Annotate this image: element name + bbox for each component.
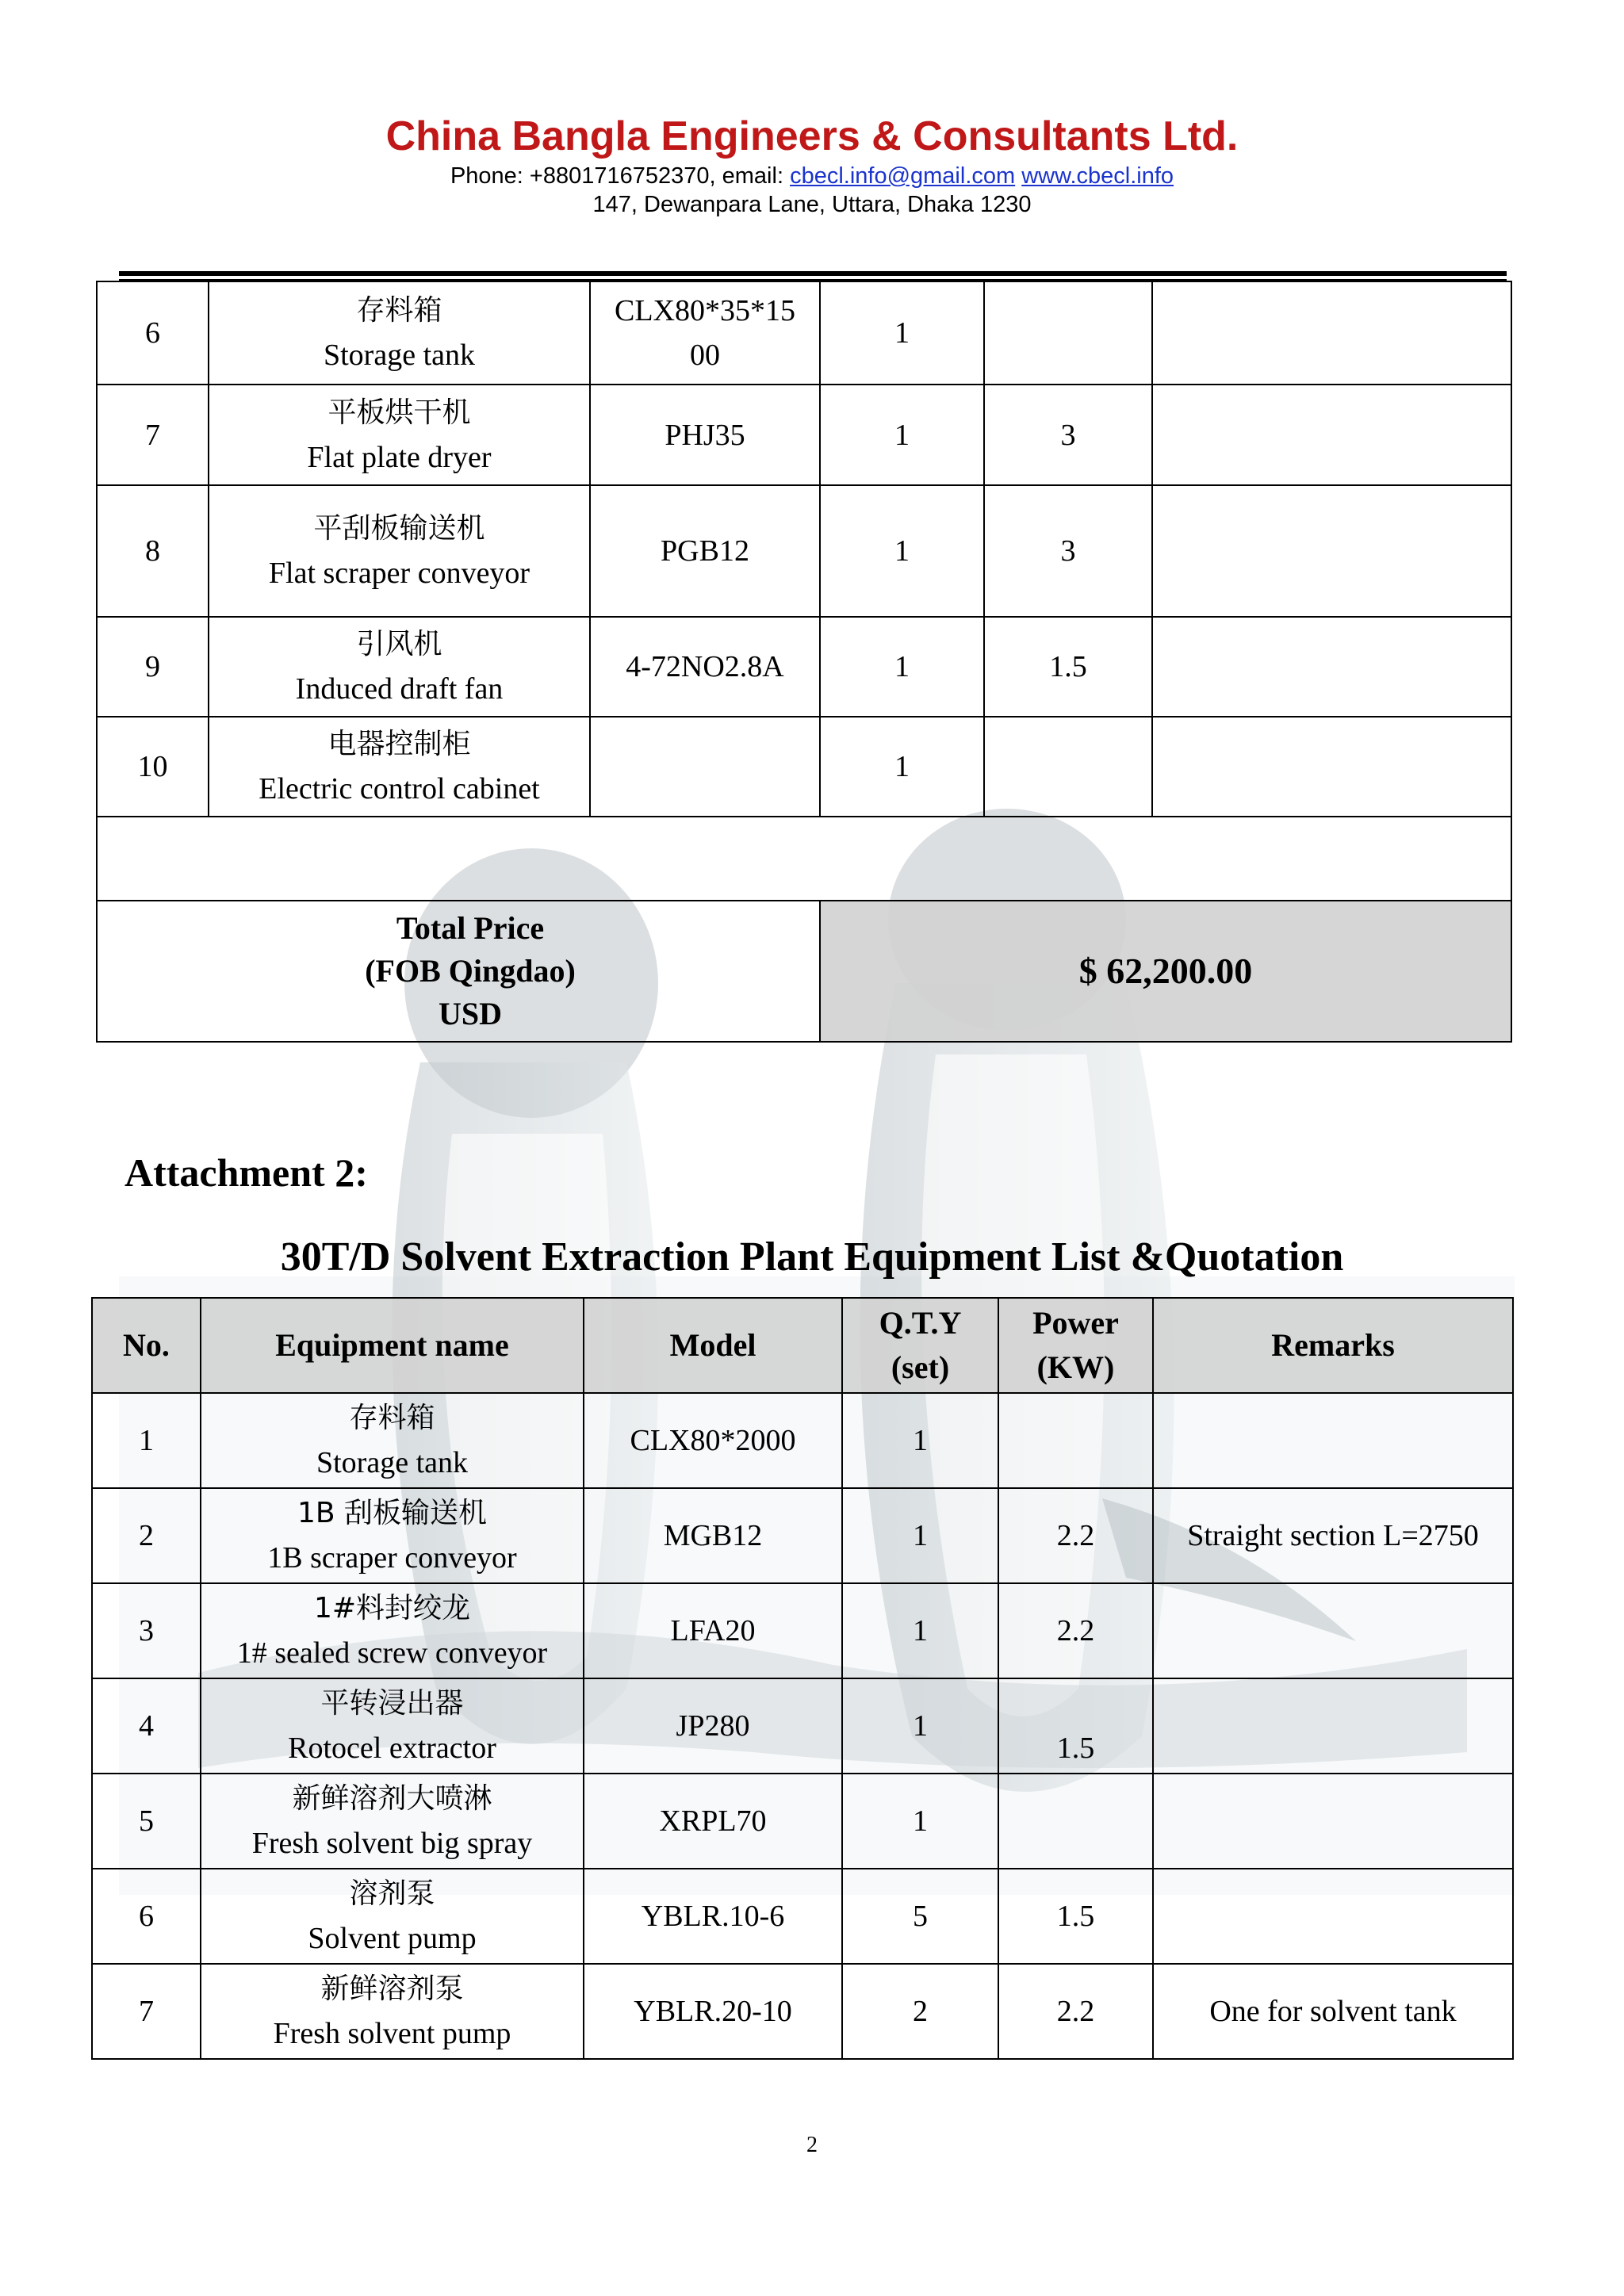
row-number: 8 — [97, 485, 209, 617]
email-link[interactable]: cbecl.info@gmail.com — [790, 163, 1016, 189]
company-address: 147, Dewanpara Lane, Uttara, Dhaka 1230 — [592, 192, 1032, 217]
letterhead — [0, 111, 1624, 219]
model-cell: CLX80*2000 — [584, 1393, 842, 1488]
power-cell: 3 — [984, 385, 1152, 485]
equipment-name-cell — [201, 1774, 584, 1869]
table-row — [92, 1774, 1513, 1869]
remarks-cell — [1152, 281, 1511, 385]
model-cell: PHJ35 — [590, 385, 820, 485]
model-cell — [590, 281, 820, 385]
equipment-list-table — [91, 1297, 1514, 2060]
remarks-cell — [1153, 1869, 1513, 1964]
header-power-line2: (KW) — [1036, 1349, 1115, 1385]
equipment-name-cell — [201, 1869, 584, 1964]
equipment-name-cell — [209, 717, 590, 817]
qty-cell: 1 — [820, 281, 984, 385]
equipment-name-cn: 电器控制柜 — [327, 728, 471, 760]
row-number: 6 — [92, 1869, 201, 1964]
empty-row — [97, 817, 1511, 901]
remarks-cell — [1152, 617, 1511, 717]
model-cell: YBLR.10-6 — [584, 1869, 842, 1964]
model-cell — [590, 717, 820, 817]
row-number: 5 — [92, 1774, 201, 1869]
equipment-name-cn: 存料箱 — [356, 294, 442, 327]
phone-text: Phone: +8801716752370, email: — [450, 163, 791, 189]
row-number: 9 — [97, 617, 209, 717]
equipment-name-en: Fresh solvent big spray — [251, 1827, 533, 1860]
equipment-name-cell — [201, 1488, 584, 1583]
equipment-name-cell — [209, 281, 590, 385]
remarks-cell — [1152, 485, 1511, 617]
qty-cell: 5 — [842, 1869, 998, 1964]
row-number: 10 — [97, 717, 209, 817]
remarks-cell — [1153, 1678, 1513, 1774]
qty-cell: 2 — [842, 1964, 998, 2059]
equipment-name-en: Solvent pump — [308, 1922, 477, 1955]
total-label-line3: USD — [438, 996, 503, 1031]
equipment-name-cn: 平转浸出器 — [320, 1687, 464, 1720]
header-qty — [842, 1298, 998, 1393]
power-cell: 2.2 — [998, 1583, 1153, 1678]
equipment-name-cn: 新鲜溶剂泵 — [320, 1973, 464, 2005]
row-number: 7 — [92, 1964, 201, 2059]
total-label-line2: (FOB Qingdao) — [365, 953, 576, 989]
header-power — [998, 1298, 1153, 1393]
model-cell: 4-72NO2.8A — [590, 617, 820, 717]
model-cell: PGB12 — [590, 485, 820, 617]
equipment-name-cn: 1#料封绞龙 — [313, 1592, 471, 1624]
contact-line — [0, 162, 1624, 190]
equipment-name-cell — [201, 1583, 584, 1678]
equipment-name-en: 1# sealed screw conveyor — [236, 1636, 548, 1670]
equipment-name-cn: 1B 刮板输送机 — [297, 1497, 488, 1529]
header-divider-thick — [119, 271, 1507, 276]
qty-cell: 1 — [820, 617, 984, 717]
model-cell: MGB12 — [584, 1488, 842, 1583]
power-cell: 1.5 — [998, 1869, 1153, 1964]
header-model: Model — [584, 1298, 842, 1393]
equipment-name-cn: 引风机 — [356, 628, 442, 660]
remarks-cell: One for solvent tank — [1153, 1964, 1513, 2059]
equipment-name-en: 1B scraper conveyor — [267, 1541, 517, 1575]
row-number: 2 — [92, 1488, 201, 1583]
qty-cell: 1 — [820, 385, 984, 485]
table-row — [97, 617, 1511, 717]
table-row — [92, 1869, 1513, 1964]
website-link[interactable]: www.cbecl.info — [1021, 163, 1174, 189]
equipment-name-cell — [201, 1678, 584, 1774]
header-no: No. — [92, 1298, 201, 1393]
equipment-name-cn: 溶剂泵 — [349, 1877, 435, 1910]
power-cell: 2.2 — [998, 1964, 1153, 2059]
row-number: 4 — [92, 1678, 201, 1774]
equipment-name-cell — [209, 485, 590, 617]
equipment-name-cn: 新鲜溶剂大喷淋 — [292, 1782, 492, 1815]
qty-cell: 1 — [842, 1393, 998, 1488]
equipment-name-en: Electric control cabinet — [259, 772, 540, 806]
table-row — [92, 1583, 1513, 1678]
row-number: 6 — [97, 281, 209, 385]
power-cell — [984, 281, 1152, 385]
power-cell: 1.5 — [984, 617, 1152, 717]
equipment-name-cell — [209, 617, 590, 717]
total-price-value: $ 62,200.00 — [820, 901, 1511, 1042]
model-line2: 00 — [690, 339, 720, 372]
equipment-name-cn: 平板烘干机 — [327, 396, 471, 429]
remarks-cell: Straight section L=2750 — [1153, 1488, 1513, 1583]
header-qty-line1: Q.T.Y — [879, 1305, 962, 1341]
total-label-line1: Total Price — [396, 910, 545, 946]
qty-cell: 1 — [842, 1774, 998, 1869]
power-cell — [998, 1774, 1153, 1869]
table-header-row — [92, 1298, 1513, 1393]
qty-cell: 1 — [842, 1583, 998, 1678]
table-row — [97, 485, 1511, 617]
power-cell — [998, 1393, 1153, 1488]
header-equipment-name: Equipment name — [201, 1298, 584, 1393]
remarks-cell — [1152, 385, 1511, 485]
qty-cell: 1 — [842, 1488, 998, 1583]
row-number: 7 — [97, 385, 209, 485]
header-power-line1: Power — [1032, 1305, 1119, 1341]
equipment-name-en: Storage tank — [316, 1446, 468, 1479]
equipment-name-en: Storage tank — [323, 339, 475, 372]
equipment-name-en: Induced draft fan — [295, 672, 504, 706]
power-cell: 3 — [984, 485, 1152, 617]
company-name: China Bangla Engineers & Consultants Ltd. — [385, 113, 1239, 159]
table-row — [92, 1393, 1513, 1488]
equipment-name-cell — [201, 1964, 584, 2059]
equipment-name-en: Flat scraper conveyor — [268, 557, 530, 590]
power-cell: 1.5 — [998, 1678, 1153, 1774]
equipment-name-en: Fresh solvent pump — [273, 2017, 511, 2050]
remarks-cell — [1153, 1774, 1513, 1869]
qty-cell: 1 — [820, 485, 984, 617]
power-cell: 2.2 — [998, 1488, 1153, 1583]
model-line1: CLX80*35*15 — [615, 294, 795, 327]
equipment-table-continued — [96, 281, 1512, 1043]
power-cell — [984, 717, 1152, 817]
header-qty-line2: (set) — [891, 1349, 950, 1385]
table-row — [97, 385, 1511, 485]
equipment-name-en: Flat plate dryer — [307, 440, 492, 474]
empty-cell — [97, 817, 1511, 901]
equipment-name-cell — [209, 385, 590, 485]
attachment-title: 30T/D Solvent Extraction Plant Equipment List &Quotation — [280, 1234, 1344, 1280]
remarks-cell — [1153, 1583, 1513, 1678]
qty-cell: 1 — [820, 717, 984, 817]
total-price-label — [97, 901, 820, 1042]
model-cell: LFA20 — [584, 1583, 842, 1678]
equipment-name-cell — [201, 1393, 584, 1488]
total-row — [97, 901, 1511, 1042]
model-cell: XRPL70 — [584, 1774, 842, 1869]
table-row — [92, 1678, 1513, 1774]
header-remarks: Remarks — [1153, 1298, 1513, 1393]
remarks-cell — [1152, 717, 1511, 817]
equipment-name-cn: 存料箱 — [349, 1402, 435, 1434]
attachment-label: Attachment 2: — [124, 1150, 368, 1195]
equipment-name-en: Rotocel extractor — [288, 1732, 496, 1765]
row-number: 3 — [92, 1583, 201, 1678]
table-row — [92, 1964, 1513, 2059]
qty-cell: 1 — [842, 1678, 998, 1774]
table-row — [97, 717, 1511, 817]
table-row — [97, 281, 1511, 385]
table-row — [92, 1488, 1513, 1583]
equipment-name-cn: 平刮板输送机 — [313, 512, 485, 545]
page-number: 2 — [806, 2133, 818, 2157]
model-cell: JP280 — [584, 1678, 842, 1774]
row-number: 1 — [92, 1393, 201, 1488]
remarks-cell — [1153, 1393, 1513, 1488]
model-cell: YBLR.20-10 — [584, 1964, 842, 2059]
